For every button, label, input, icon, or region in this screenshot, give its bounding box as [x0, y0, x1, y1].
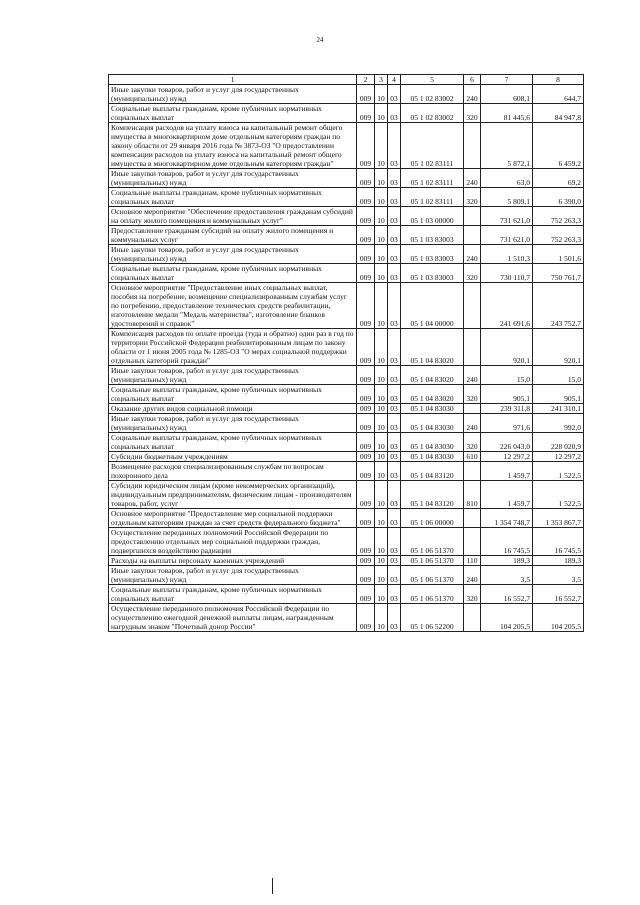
row-name: Осуществление переданных полномочий Российской Федерации по предоставлению отдельных мер социальной поддержки граждан, подвергшихся воздействию радиации	[109, 528, 357, 556]
row-name: Социальные выплаты гражданам, кроме публичных нормативных социальных выплат	[109, 433, 357, 452]
row-ministry-code: 009	[357, 264, 375, 283]
row-subsection-code: 03	[388, 404, 401, 414]
table-header-row	[109, 75, 584, 85]
row-subsection-code: 03	[388, 104, 401, 123]
row-section-code: 10	[375, 283, 388, 329]
table-row	[109, 85, 584, 104]
table-row	[109, 123, 584, 169]
row-section-code: 10	[375, 528, 388, 556]
row-amount-year-1: 63,0	[481, 169, 533, 188]
row-name: Основное мероприятие "Предоставление иных социальных выплат, пособия на погребение, возмещение специализированным службам услуг по погребению, предоставление технических средств реабилитации, изготовление медали "Медаль материнства", изготовление бланков удостоверений и справок"	[109, 283, 357, 329]
row-amount-year-1: 16 552,7	[481, 585, 533, 604]
row-amount-year-2: 750 761,7	[533, 264, 584, 283]
row-subsection-code: 03	[388, 566, 401, 585]
row-name: Социальные выплаты гражданам, кроме публичных нормативных социальных выплат	[109, 188, 357, 207]
row-name: Компенсация расходов по оплате проезда (туда и обратно) один раз в год по территории Российской Федерации реабилитированным лицам по закону области от 1 июня 2005 года № 1285-ОЗ "О мерах социальной поддержки отдельных категорий граждан"	[109, 329, 357, 366]
table-row	[109, 452, 584, 462]
row-subsection-code: 03	[388, 123, 401, 169]
row-name: Социальные выплаты гражданам, кроме публичных нормативных социальных выплат	[109, 585, 357, 604]
table-row	[109, 264, 584, 283]
row-amount-year-1: 971,6	[481, 414, 533, 433]
row-amount-year-2: 241 310,1	[533, 404, 584, 414]
row-name: Предоставление гражданам субсидий на оплату жилого помещения и коммунальных услуг	[109, 226, 357, 245]
row-expense-type: 240	[464, 169, 481, 188]
row-amount-year-2: 1 501,6	[533, 245, 584, 264]
row-subsection-code: 03	[388, 329, 401, 366]
row-section-code: 10	[375, 264, 388, 283]
header-col-6: 6	[464, 75, 481, 85]
row-expense-type: 240	[464, 85, 481, 104]
row-name: Социальные выплаты гражданам, кроме публичных нормативных социальных выплат	[109, 385, 357, 404]
row-target-article: 05 1 02 83002	[401, 104, 464, 123]
row-expense-type: 610	[464, 452, 481, 462]
row-target-article: 05 1 04 83030	[401, 404, 464, 414]
row-section-code: 10	[375, 385, 388, 404]
row-amount-year-2: 228 020,9	[533, 433, 584, 452]
row-name: Социальные выплаты гражданам, кроме публичных нормативных социальных выплат	[109, 264, 357, 283]
table-row	[109, 245, 584, 264]
row-amount-year-2: 752 263,3	[533, 207, 584, 226]
row-expense-type: 240	[464, 366, 481, 385]
table-row	[109, 585, 584, 604]
row-amount-year-2: 905,1	[533, 385, 584, 404]
row-name: Основное мероприятие "Обеспечение предоставления гражданам субсидий на оплату жилого помещения и коммунальных услуг"	[109, 207, 357, 226]
row-name: Иные закупки товаров, работ и услуг для государственных (муниципальных) нужд	[109, 85, 357, 104]
row-section-code: 10	[375, 462, 388, 481]
row-subsection-code: 03	[388, 585, 401, 604]
row-amount-year-1: 5 809,1	[481, 188, 533, 207]
header-col-5: 5	[401, 75, 464, 85]
row-section-code: 10	[375, 329, 388, 366]
row-expense-type: 110	[464, 556, 481, 566]
row-amount-year-2: 104 205,5	[533, 604, 584, 632]
row-ministry-code: 009	[357, 585, 375, 604]
row-amount-year-1: 104 205,5	[481, 604, 533, 632]
row-amount-year-2: 1 522,5	[533, 462, 584, 481]
row-subsection-code: 03	[388, 85, 401, 104]
row-amount-year-2: 243 752,7	[533, 283, 584, 329]
row-target-article: 05 1 06 52200	[401, 604, 464, 632]
row-amount-year-1: 12 297,2	[481, 452, 533, 462]
row-section-code: 10	[375, 366, 388, 385]
row-subsection-code: 03	[388, 452, 401, 462]
row-section-code: 10	[375, 104, 388, 123]
header-col-3: 3	[375, 75, 388, 85]
budget-table	[108, 74, 584, 632]
table-row	[109, 433, 584, 452]
row-expense-type	[464, 207, 481, 226]
table-row	[109, 188, 584, 207]
row-ministry-code: 009	[357, 169, 375, 188]
row-target-article: 05 1 02 83111	[401, 123, 464, 169]
row-name: Субсидии юридическим лицам (кроме некоммерческих организаций), индивидуальным предпринимателям, физическим лицам - производителям товаров, работ, услуг	[109, 481, 357, 509]
table-row	[109, 556, 584, 566]
row-subsection-code: 03	[388, 207, 401, 226]
table-row	[109, 566, 584, 585]
row-section-code: 10	[375, 226, 388, 245]
row-ministry-code: 009	[357, 556, 375, 566]
row-section-code: 10	[375, 585, 388, 604]
row-section-code: 10	[375, 414, 388, 433]
row-section-code: 10	[375, 452, 388, 462]
row-amount-year-1: 608,1	[481, 85, 533, 104]
row-target-article: 05 1 04 83120	[401, 481, 464, 509]
row-name: Иные закупки товаров, работ и услуг для государственных (муниципальных) нужд	[109, 566, 357, 585]
row-section-code: 10	[375, 556, 388, 566]
row-target-article: 05 1 04 00000	[401, 283, 464, 329]
row-section-code: 10	[375, 85, 388, 104]
row-ministry-code: 009	[357, 433, 375, 452]
row-section-code: 10	[375, 245, 388, 264]
row-amount-year-1: 730 110,7	[481, 264, 533, 283]
row-ministry-code: 009	[357, 528, 375, 556]
row-expense-type: 240	[464, 414, 481, 433]
row-section-code: 10	[375, 123, 388, 169]
table-row	[109, 385, 584, 404]
row-ministry-code: 009	[357, 509, 375, 528]
row-target-article: 05 1 04 83020	[401, 385, 464, 404]
row-amount-year-2: 920,1	[533, 329, 584, 366]
row-section-code: 10	[375, 207, 388, 226]
row-amount-year-1: 15,0	[481, 366, 533, 385]
row-target-article: 05 1 03 83003	[401, 226, 464, 245]
row-section-code: 10	[375, 566, 388, 585]
row-section-code: 10	[375, 509, 388, 528]
row-target-article: 05 1 06 51370	[401, 556, 464, 566]
row-amount-year-1: 239 311,8	[481, 404, 533, 414]
row-amount-year-1: 189,3	[481, 556, 533, 566]
row-name: Социальные выплаты гражданам, кроме публичных нормативных социальных выплат	[109, 104, 357, 123]
row-target-article: 05 1 04 83030	[401, 452, 464, 462]
row-name: Иные закупки товаров, работ и услуг для государственных (муниципальных) нужд	[109, 169, 357, 188]
row-name: Иные закупки товаров, работ и услуг для государственных (муниципальных) нужд	[109, 366, 357, 385]
row-amount-year-2: 12 297,2	[533, 452, 584, 462]
row-ministry-code: 009	[357, 85, 375, 104]
header-col-7: 7	[481, 75, 533, 85]
row-target-article: 05 1 04 83030	[401, 414, 464, 433]
footer-mark	[272, 878, 273, 894]
row-target-article: 05 1 03 83003	[401, 264, 464, 283]
row-target-article: 05 1 06 51370	[401, 585, 464, 604]
row-subsection-code: 03	[388, 462, 401, 481]
table-row	[109, 169, 584, 188]
row-expense-type: 810	[464, 481, 481, 509]
row-subsection-code: 03	[388, 433, 401, 452]
row-ministry-code: 009	[357, 123, 375, 169]
row-section-code: 10	[375, 188, 388, 207]
header-col-2: 2	[357, 75, 375, 85]
row-amount-year-1: 81 445,6	[481, 104, 533, 123]
row-amount-year-2: 6 390,0	[533, 188, 584, 207]
row-amount-year-2: 16 552,7	[533, 585, 584, 604]
row-target-article: 05 1 06 51370	[401, 528, 464, 556]
table-row	[109, 283, 584, 329]
row-subsection-code: 03	[388, 283, 401, 329]
row-ministry-code: 009	[357, 385, 375, 404]
row-name: Оказание других видов социальной помощи	[109, 404, 357, 414]
row-target-article: 05 1 04 83120	[401, 462, 464, 481]
table-row	[109, 366, 584, 385]
row-amount-year-2: 752 263,3	[533, 226, 584, 245]
row-name: Субсидии бюджетным учреждениям	[109, 452, 357, 462]
row-subsection-code: 03	[388, 188, 401, 207]
row-expense-type	[464, 283, 481, 329]
row-section-code: 10	[375, 604, 388, 632]
row-amount-year-2: 992,0	[533, 414, 584, 433]
row-ministry-code: 009	[357, 188, 375, 207]
table-row	[109, 404, 584, 414]
row-target-article: 05 1 02 83111	[401, 169, 464, 188]
row-amount-year-1: 731 621,0	[481, 226, 533, 245]
row-subsection-code: 03	[388, 528, 401, 556]
header-col-8: 8	[533, 75, 584, 85]
row-expense-type: 320	[464, 264, 481, 283]
row-expense-type	[464, 329, 481, 366]
row-subsection-code: 03	[388, 169, 401, 188]
row-target-article: 05 1 04 83020	[401, 329, 464, 366]
row-amount-year-1: 1 459,7	[481, 462, 533, 481]
table-row	[109, 509, 584, 528]
row-ministry-code: 009	[357, 462, 375, 481]
row-ministry-code: 009	[357, 366, 375, 385]
row-amount-year-1: 1 510,3	[481, 245, 533, 264]
header-col-1: 1	[109, 75, 357, 85]
header-col-4: 4	[388, 75, 401, 85]
row-ministry-code: 009	[357, 452, 375, 462]
row-ministry-code: 009	[357, 245, 375, 264]
row-name: Иные закупки товаров, работ и услуг для государственных (муниципальных) нужд	[109, 414, 357, 433]
row-subsection-code: 03	[388, 556, 401, 566]
row-amount-year-2: 16 745,5	[533, 528, 584, 556]
row-expense-type	[464, 604, 481, 632]
row-subsection-code: 03	[388, 414, 401, 433]
row-ministry-code: 009	[357, 104, 375, 123]
table-row	[109, 462, 584, 481]
table-row	[109, 604, 584, 632]
row-expense-type: 240	[464, 566, 481, 585]
row-amount-year-2: 189,3	[533, 556, 584, 566]
table-row	[109, 329, 584, 366]
row-amount-year-1: 5 872,1	[481, 123, 533, 169]
row-ministry-code: 009	[357, 226, 375, 245]
row-subsection-code: 03	[388, 604, 401, 632]
row-expense-type	[464, 123, 481, 169]
row-amount-year-2: 1 353 867,7	[533, 509, 584, 528]
row-amount-year-2: 6 459,2	[533, 123, 584, 169]
table-row	[109, 414, 584, 433]
row-target-article: 05 1 06 00000	[401, 509, 464, 528]
row-target-article: 05 1 04 83020	[401, 366, 464, 385]
row-ministry-code: 009	[357, 414, 375, 433]
row-target-article: 05 1 02 83111	[401, 188, 464, 207]
row-expense-type: 320	[464, 585, 481, 604]
row-ministry-code: 009	[357, 404, 375, 414]
row-name: Иные закупки товаров, работ и услуг для государственных (муниципальных) нужд	[109, 245, 357, 264]
row-section-code: 10	[375, 481, 388, 509]
row-expense-type	[464, 462, 481, 481]
row-ministry-code: 009	[357, 566, 375, 585]
row-amount-year-1: 16 745,5	[481, 528, 533, 556]
table-row	[109, 226, 584, 245]
row-name: Компенсация расходов на уплату взноса на капитальный ремонт общего имущества в многоквартирном доме отдельным категориям граждан по закону области от 29 января 2016 года № 3873-ОЗ "О предоставлении компенсации расходов на уплату взноса на капитальный ремонт общего имущества в многоквартирном доме отдельным категориям граждан"	[109, 123, 357, 169]
row-target-article: 05 1 06 51370	[401, 566, 464, 585]
row-amount-year-2: 69,2	[533, 169, 584, 188]
page-number: 24	[316, 36, 324, 44]
table-row	[109, 104, 584, 123]
row-target-article: 05 1 04 83030	[401, 433, 464, 452]
row-subsection-code: 03	[388, 385, 401, 404]
row-name: Возмещение расходов специализированным службам по вопросам похоронного дела	[109, 462, 357, 481]
row-section-code: 10	[375, 433, 388, 452]
row-amount-year-1: 1 354 748,7	[481, 509, 533, 528]
row-amount-year-1: 1 459,7	[481, 481, 533, 509]
row-subsection-code: 03	[388, 245, 401, 264]
row-amount-year-1: 226 043,0	[481, 433, 533, 452]
row-expense-type: 320	[464, 104, 481, 123]
table-row	[109, 528, 584, 556]
row-target-article: 05 1 02 83002	[401, 85, 464, 104]
row-name: Расходы на выплаты персоналу казенных учреждений	[109, 556, 357, 566]
row-amount-year-1: 241 691,6	[481, 283, 533, 329]
row-amount-year-1: 731 621,0	[481, 207, 533, 226]
row-ministry-code: 009	[357, 207, 375, 226]
row-expense-type: 320	[464, 385, 481, 404]
row-amount-year-2: 3,5	[533, 566, 584, 585]
row-amount-year-1: 905,1	[481, 385, 533, 404]
row-expense-type	[464, 226, 481, 245]
table-row	[109, 481, 584, 509]
row-ministry-code: 009	[357, 481, 375, 509]
row-subsection-code: 03	[388, 264, 401, 283]
row-subsection-code: 03	[388, 366, 401, 385]
row-ministry-code: 009	[357, 329, 375, 366]
row-expense-type: 320	[464, 188, 481, 207]
row-subsection-code: 03	[388, 509, 401, 528]
row-section-code: 10	[375, 404, 388, 414]
table-row	[109, 207, 584, 226]
row-amount-year-2: 644,7	[533, 85, 584, 104]
row-amount-year-2: 15,0	[533, 366, 584, 385]
row-expense-type	[464, 404, 481, 414]
row-name: Осуществление переданного полномочия Российской Федерации по осуществлению ежегодной денежной выплаты лицам, награжденным нагрудным знаком "Почетный донор России"	[109, 604, 357, 632]
row-amount-year-2: 1 522,5	[533, 481, 584, 509]
row-expense-type: 240	[464, 245, 481, 264]
row-expense-type	[464, 528, 481, 556]
table-body	[109, 85, 584, 632]
row-subsection-code: 03	[388, 481, 401, 509]
row-amount-year-1: 3,5	[481, 566, 533, 585]
row-target-article: 05 1 03 83003	[401, 245, 464, 264]
row-target-article: 05 1 03 00000	[401, 207, 464, 226]
row-ministry-code: 009	[357, 283, 375, 329]
row-expense-type	[464, 509, 481, 528]
row-section-code: 10	[375, 169, 388, 188]
row-name: Основное мероприятие "Предоставление мер социальной поддержки отдельным категориям граждан за счет средств федерального бюджета"	[109, 509, 357, 528]
row-amount-year-1: 920,1	[481, 329, 533, 366]
row-ministry-code: 009	[357, 604, 375, 632]
row-subsection-code: 03	[388, 226, 401, 245]
row-expense-type: 320	[464, 433, 481, 452]
row-amount-year-2: 84 947,8	[533, 104, 584, 123]
